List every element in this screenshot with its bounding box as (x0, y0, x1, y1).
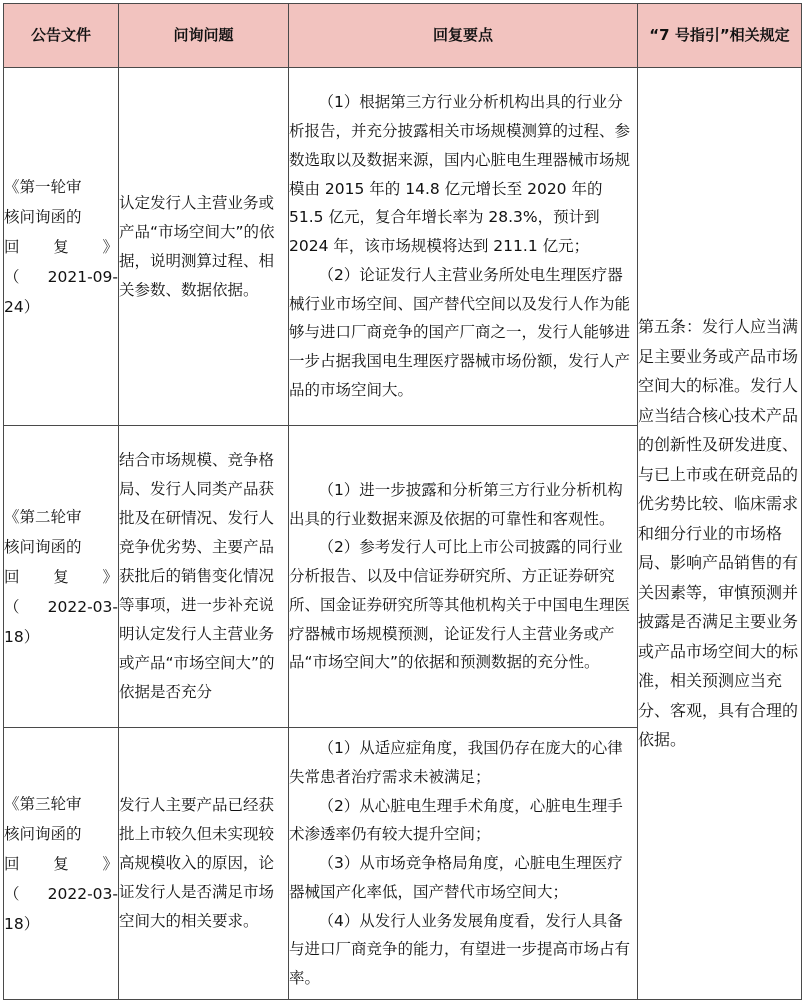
answer-point: （4）从发行人业务发展角度看，发行人具备与进口厂商竞争的能力，有望进一步提高市场占有率。 (289, 911, 631, 988)
document-line: （ 2022-03- (4, 884, 118, 903)
disclosure-table (3, 3, 802, 1000)
document-line: 核问询函的 (4, 207, 82, 226)
document-line: 《第一轮审 (4, 177, 82, 196)
document-line: （ 2021-09- (4, 267, 118, 286)
answer-cell (289, 426, 638, 728)
header-question: 问询问题 (119, 4, 289, 68)
document-cell (4, 68, 119, 426)
answer-cell (289, 728, 638, 1000)
document-line: 《第二轮审 (4, 507, 82, 526)
answer-point: （2）论证发行人主营业务所处电生理医疗器械行业市场空间、国产替代空间以及发行人作为能够与进口厂商竞争的国产厂商之一，发行人能够进一步占据我国电生理医疗器械市场份额，发行人产品的市场空间大。 (289, 265, 631, 400)
document-line: 回 复 》 (4, 854, 118, 873)
answer-cell (289, 68, 638, 426)
question-cell: 发行人主要产品已经获批上市较久但未实现较高规模收入的原因，论证发行人是否满足市场空间大的相关要求。 (119, 728, 289, 1000)
question-cell: 认定发行人主营业务或产品“市场空间大”的依据，说明测算过程、相关参数、数据依据。 (119, 68, 289, 426)
document-line: 18） (4, 914, 40, 933)
document-line: 回 复 》 (4, 567, 118, 586)
table-row (4, 68, 802, 426)
answer-point: （1）进一步披露和分析第三方行业分析机构出具的行业数据来源及依据的可靠性和客观性。 (289, 480, 623, 528)
header-document: 公告文件 (4, 4, 119, 68)
answer-point: （1）根据第三方行业分析机构出具的行业分析报告，并充分披露相关市场规模测算的过程、参数选取以及数据来源，国内心脏电生理器械市场规模由 2015 年的 14.8 亿元增长至 2020 年的 51.5 亿元，复合年增长率为 28.3%，预计到 2024 年，该市场规模将达到 211.1 亿元； (289, 93, 631, 256)
header-rule: “7 号指引”相关规定 (638, 4, 802, 68)
document-cell (4, 728, 119, 1000)
document-line: 回 复 》 (4, 237, 118, 256)
document-cell (4, 426, 119, 728)
document-line: 《第三轮审 (4, 794, 82, 813)
answer-point: （1）从适应症角度，我国仍存在庞大的心律失常患者治疗需求未被满足； (289, 738, 623, 786)
rule-cell: 第五条：发行人应当满足主要业务或产品市场空间大的标准。发行人应当结合核心技术产品的创新性及研发进度、与已上市或在研竞品的优劣势比较、临床需求和细分行业的市场格局、影响产品销售的有关因素等，审慎预测并披露是否满足主要业务或产品市场空间大的标准，相关预测应当充分、客观，具有合理的依据。 (638, 68, 802, 1000)
answer-point: （2）从心脏电生理手术角度，心脏电生理手术渗透率仍有较大提升空间； (289, 796, 623, 844)
answer-point: （3）从市场竞争格局角度，心脏电生理医疗器械国产化率低，国产替代市场空间大； (289, 854, 623, 901)
document-line: 24） (4, 297, 40, 316)
header-reply: 回复要点 (289, 4, 638, 68)
document-line: 核问询函的 (4, 537, 82, 556)
document-line: 18） (4, 627, 40, 646)
header-row (4, 4, 802, 68)
question-cell: 结合市场规模、竞争格局、发行人同类产品获批及在研情况、发行人竞争优劣势、主要产品获批后的销售变化情况等事项，进一步补充说明认定发行人主营业务或产品“市场空间大”的依据是否充分 (119, 426, 289, 728)
document-line: （ 2022-03- (4, 597, 118, 616)
answer-point: （2）参考发行人可比上市公司披露的同行业分析报告、以及中信证券研究所、方正证券研究所、国金证券研究所等其他机构关于中国电生理医疗器械市场规模预测，论证发行人主营业务或产品“市场空间大”的依据和预测数据的充分性。 (289, 538, 631, 672)
document-line: 核问询函的 (4, 824, 82, 843)
